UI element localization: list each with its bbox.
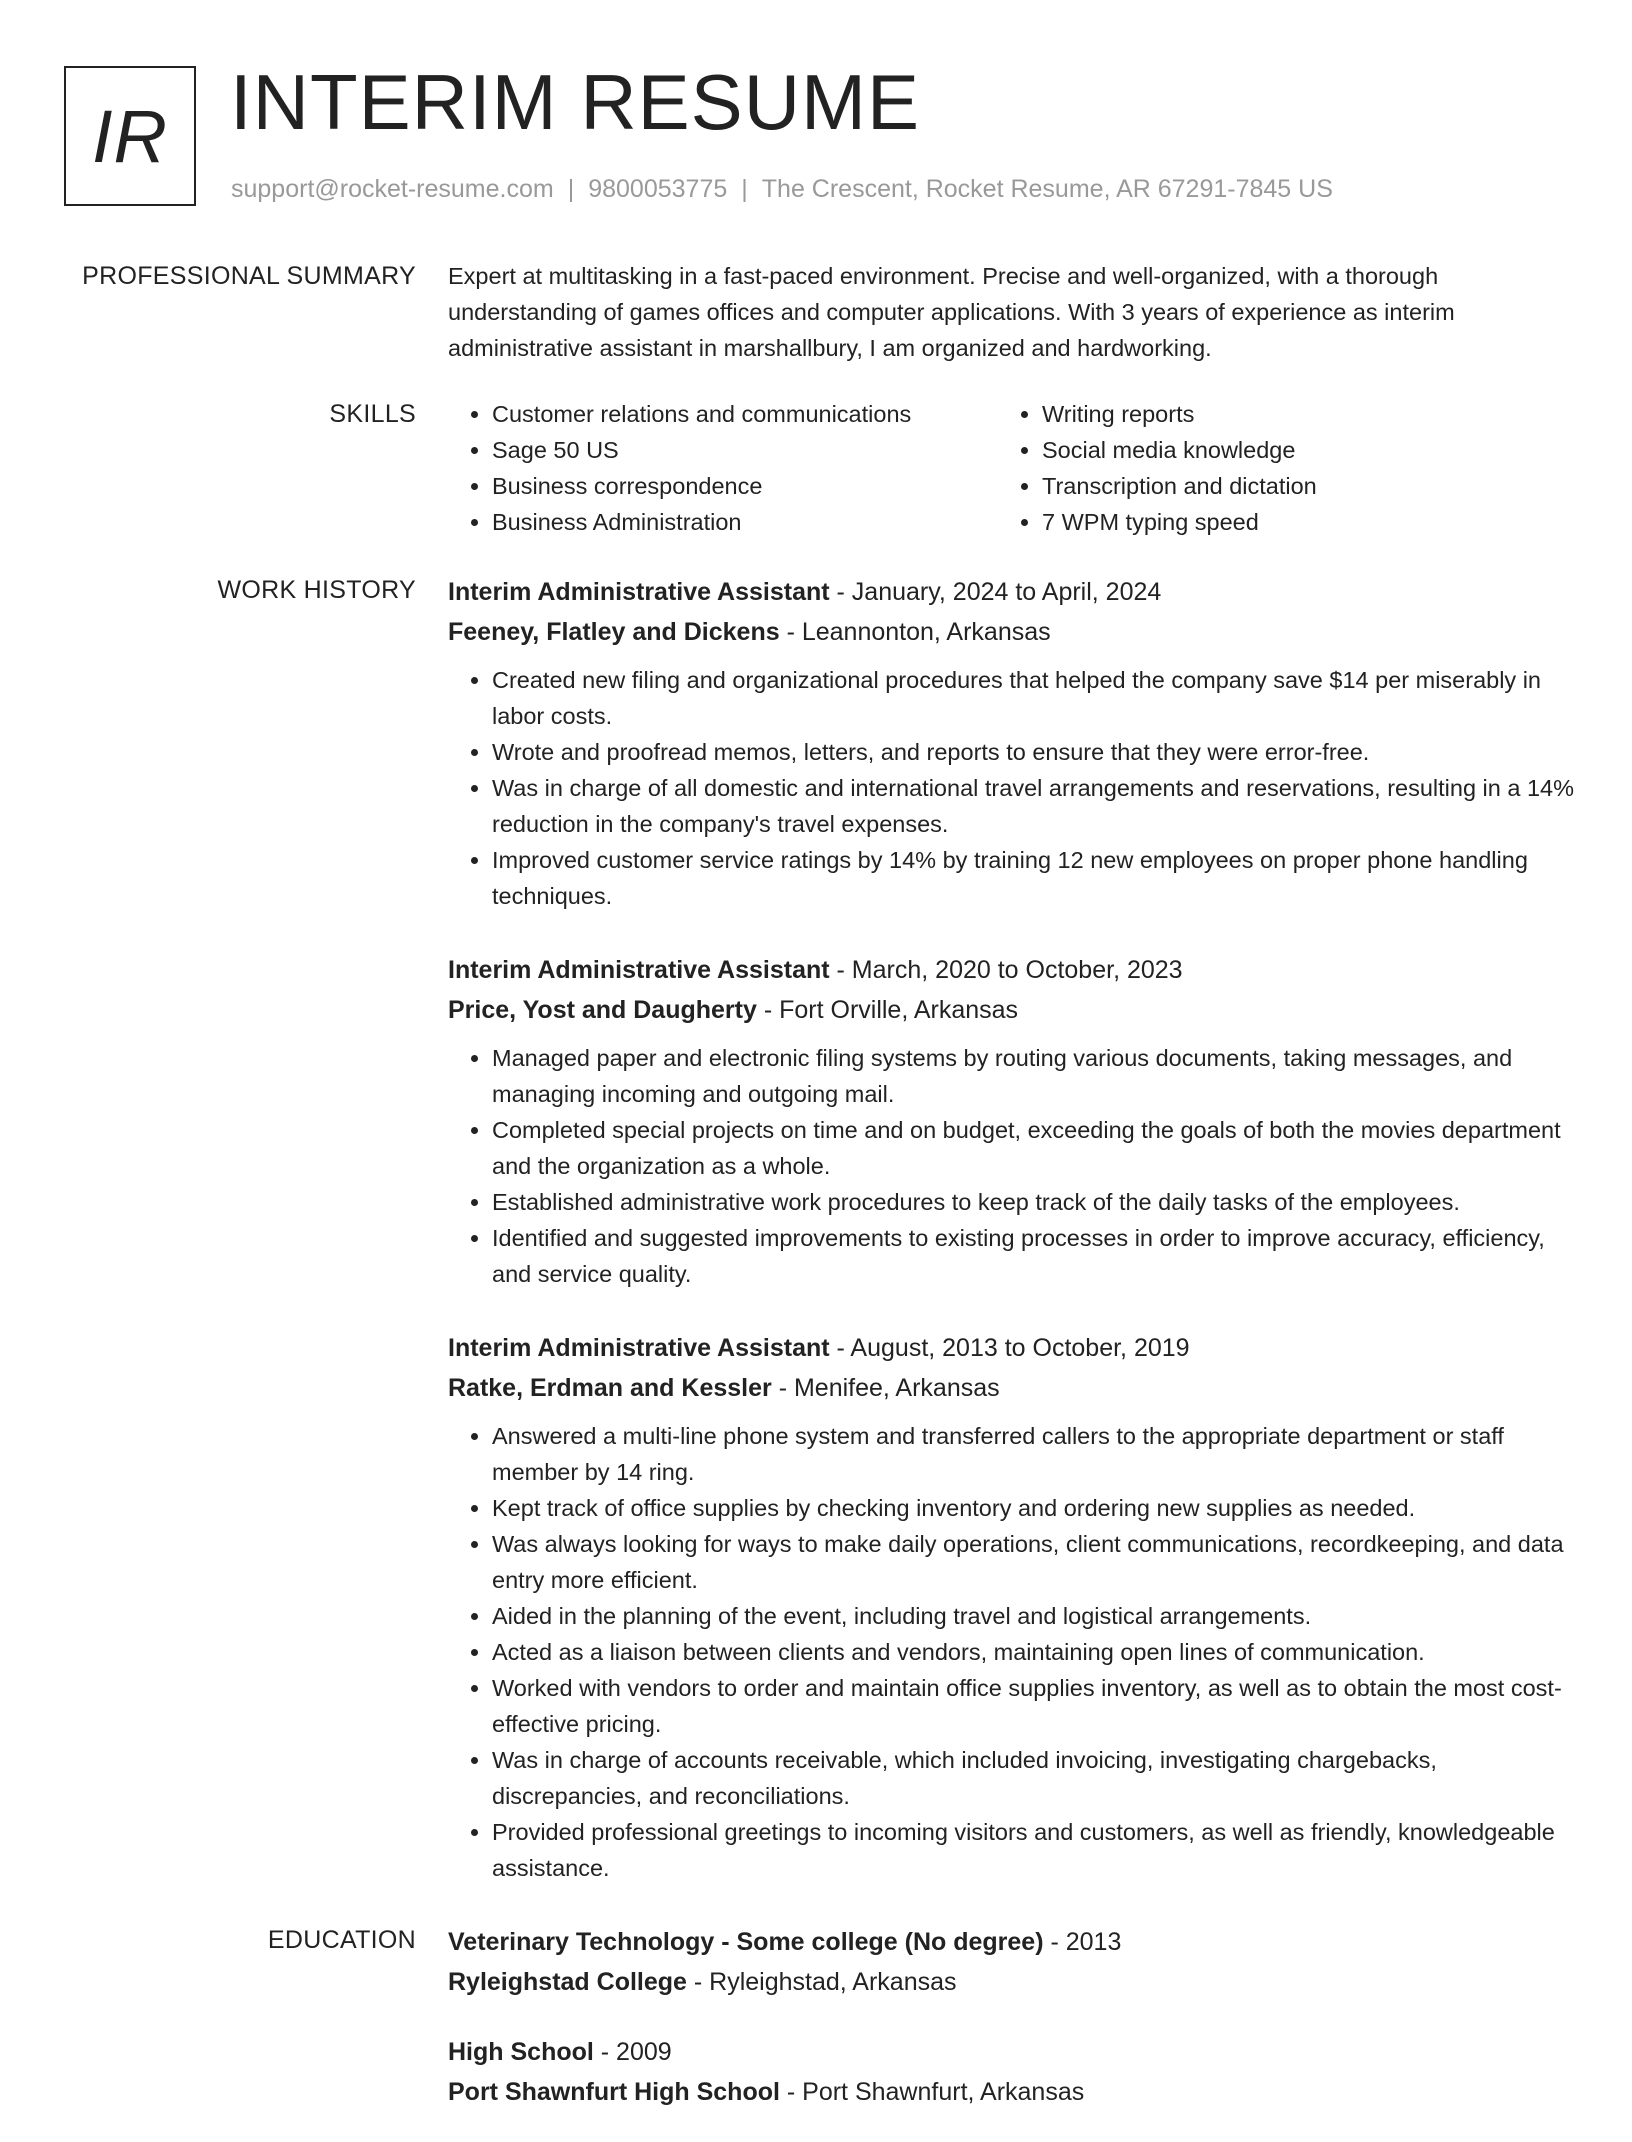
skills-list-right [998,396,1548,540]
job-bullet: • Was in charge of all domestic and international travel arrangements and reservations, resulting in a 14% reduction in the company's travel expenses. [492,770,1578,842]
job-dates: - August, 2013 to October, 2019 [829,1334,1190,1362]
school-line [448,1962,1578,2002]
job-bullet: • Wrote and proofread memos, letters, and reports to ensure that they were error-free. [492,734,1578,770]
job-location: - Menifee, Arkansas [771,1374,1000,1402]
job-dates: - March, 2020 to October, 2023 [829,956,1183,984]
degree-name: High School [448,2038,594,2066]
job-bullets [448,662,1578,914]
job-bullet: • Created new filing and organizational procedures that helped the company save $14 per miserably in labor costs. [492,662,1578,734]
school-name: Ryleighstad College [448,1968,687,1996]
job-bullet: • Worked with vendors to order and maintain office supplies inventory, as well as to obtain the most cost-effective pricing. [492,1670,1578,1742]
degree-name: Veterinary Technology - Some college (No degree) [448,1928,1044,1956]
degree-year: - 2009 [593,2038,672,2066]
job-bullet: • Identified and suggested improvements to existing processes in order to improve accuracy, efficiency, and service quality. [492,1220,1578,1292]
phone[interactable]: 9800053775 [588,175,728,203]
job-bullet: • Provided professional greetings to incoming visitors and customers, as well as friendly, knowledgeable assistance. [492,1814,1578,1886]
school-line [448,2072,1578,2112]
company-line [448,612,1578,652]
job-bullet: • Acted as a liaison between clients and vendors, maintaining open lines of communication. [492,1634,1578,1670]
section-summary [0,258,1632,366]
skills-list-left [448,396,998,540]
job-title-line [448,950,1578,990]
job-bullet: • Managed paper and electronic filing systems by routing various documents, taking messages, and managing incoming and outgoing mail. [492,1040,1578,1112]
section-label: PROFESSIONAL SUMMARY [82,262,416,290]
job-entry [448,950,1578,1292]
job-bullet: • Established administrative work procedures to keep track of the daily tasks of the employees. [492,1184,1578,1220]
address: The Crescent, Rocket Resume, AR 67291-7845 US [761,175,1333,203]
job-location: - Fort Orville, Arkansas [756,996,1019,1024]
education-entry [448,2032,1578,2112]
contact-line [231,175,1333,204]
company-line [448,990,1578,1030]
school-name: Port Shawnfurt High School [448,2078,780,2106]
school-location: - Ryleighstad, Arkansas [686,1968,957,1996]
job-bullet: • Aided in the planning of the event, including travel and logistical arrangements. [492,1598,1578,1634]
job-title: Interim Administrative Assistant [448,578,830,606]
job-title: Interim Administrative Assistant [448,1334,830,1362]
skill-item: • Writing reports [1042,396,1548,432]
degree-line [448,1922,1578,1962]
skill-item: • Transcription and dictation [1042,468,1548,504]
company-name: Ratke, Erdman and Kessler [448,1374,772,1402]
job-bullet: • Was in charge of accounts receivable, which included invoicing, investigating chargebacks, discrepancies, and reconciliations. [492,1742,1578,1814]
skill-item: • Customer relations and communications [492,396,998,432]
skill-item: • Business Administration [492,504,998,540]
resume-content [0,258,1632,2142]
job-bullet: • Was always looking for ways to make daily operations, client communications, recordkeeping, and data entry more efficient. [492,1526,1578,1598]
company-line [448,1368,1578,1408]
degree-line [448,2032,1578,2072]
job-bullet: • Answered a multi-line phone system and transferred callers to the appropriate department or staff member by 14 ring. [492,1418,1578,1490]
section-work-history [0,572,1632,1922]
job-bullets [448,1040,1578,1292]
separator: | [567,175,575,203]
section-label: EDUCATION [267,1926,416,1954]
job-bullet: • Completed special projects on time and on budget, exceeding the goals of both the movies department and the organization as a whole. [492,1112,1578,1184]
skill-item: • Business correspondence [492,468,998,504]
job-dates: - January, 2024 to April, 2024 [829,578,1162,606]
degree-year: - 2013 [1043,1928,1122,1956]
email[interactable]: support@rocket-resume.com [231,175,554,203]
company-name: Price, Yost and Daugherty [448,996,757,1024]
job-title-line [448,572,1578,612]
skill-item: • Social media knowledge [1042,432,1548,468]
skill-item: • Sage 50 US [492,432,998,468]
skill-item: • 7 WPM typing speed [1042,504,1548,540]
school-location: - Port Shawnfurt, Arkansas [779,2078,1085,2106]
section-education [0,1922,1632,2142]
education-entry [448,1922,1578,2002]
section-skills [0,396,1632,540]
separator: | [741,175,748,203]
section-label: SKILLS [329,400,416,428]
summary-text: Expert at multitasking in a fast-paced environment. Precise and well-organized, with a thorough understanding of games offices and computer applications. With 3 years of experience as interim administrative assistant in marshallbury, I am organized and hardworking. [448,263,1455,361]
company-name: Feeney, Flatley and Dickens [448,618,780,646]
job-entry [448,1328,1578,1886]
section-label: WORK HISTORY [217,576,416,604]
job-bullets [448,1418,1578,1886]
job-location: - Leannonton, Arkansas [779,618,1051,646]
job-title: Interim Administrative Assistant [448,956,830,984]
candidate-name: INTERIM RESUME [230,58,921,146]
job-bullet: • Improved customer service ratings by 14% by training 12 new employees on proper phone handling techniques. [492,842,1578,914]
job-entry [448,572,1578,914]
monogram-logo: IR [64,66,196,206]
job-bullet: • Kept track of office supplies by checking inventory and ordering new supplies as needed. [492,1490,1578,1526]
job-title-line [448,1328,1578,1368]
